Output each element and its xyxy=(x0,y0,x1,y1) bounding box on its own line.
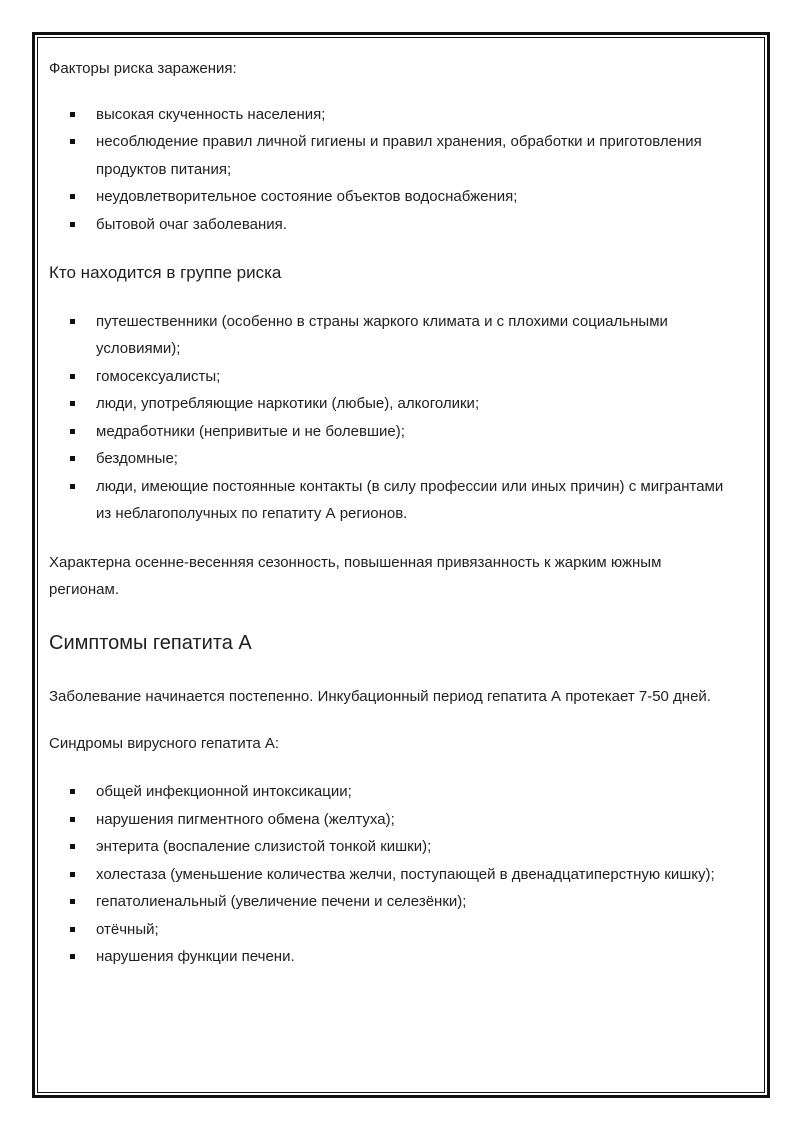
risk-group-heading: Кто находится в группе риска xyxy=(49,263,282,282)
list-item: гепатолиенальный (увеличение печени и селезёнки); xyxy=(49,888,729,916)
seasonality-paragraph: Характерна осенне-весенняя сезонность, повышенная привязанность к жарким южным регионам. xyxy=(49,553,662,598)
risk-group-list xyxy=(49,308,729,528)
list-item: общей инфекционной интоксикации; xyxy=(49,778,729,806)
list-item: бытовой очаг заболевания. xyxy=(49,211,729,239)
page-frame xyxy=(32,32,770,1098)
list-item: люди, имеющие постоянные контакты (в силу профессии или иных причин) с мигрантами из неблагополучных по гепатиту А регионов. xyxy=(49,473,729,528)
list-item: нарушения функции печени. xyxy=(49,943,729,971)
document-content xyxy=(49,55,729,971)
list-item: отёчный; xyxy=(49,916,729,944)
list-item: несоблюдение правил личной гигиены и правил хранения, обработки и приготовления продуктов питания; xyxy=(49,128,729,183)
list-item: гомосексуалисты; xyxy=(49,363,729,391)
syndromes-list xyxy=(49,778,729,971)
list-item: путешественники (особенно в страны жаркого климата и с плохими социальными условиями); xyxy=(49,308,729,363)
list-item: люди, употребляющие наркотики (любые), алкоголики; xyxy=(49,390,729,418)
list-item: холестаза (уменьшение количества желчи, поступающей в двенадцатиперстную кишку); xyxy=(49,861,729,889)
list-item: медработники (непривитые и не болевшие); xyxy=(49,418,729,446)
list-item: энтерита (воспаление слизистой тонкой кишки); xyxy=(49,833,729,861)
list-item: высокая скученность населения; xyxy=(49,101,729,129)
symptoms-heading: Симптомы гепатита А xyxy=(49,631,252,654)
list-item: нарушения пигментного обмена (желтуха); xyxy=(49,806,729,834)
onset-paragraph: Заболевание начинается постепенно. Инкубационный период гепатита А протекает 7-50 дней. xyxy=(49,688,711,705)
risk-factors-list xyxy=(49,101,729,239)
risk-factors-intro: Факторы риска заражения: xyxy=(49,60,237,77)
list-item: бездомные; xyxy=(49,445,729,473)
list-item: неудовлетворительное состояние объектов водоснабжения; xyxy=(49,183,729,211)
syndromes-intro: Синдромы вирусного гепатита А: xyxy=(49,734,280,752)
